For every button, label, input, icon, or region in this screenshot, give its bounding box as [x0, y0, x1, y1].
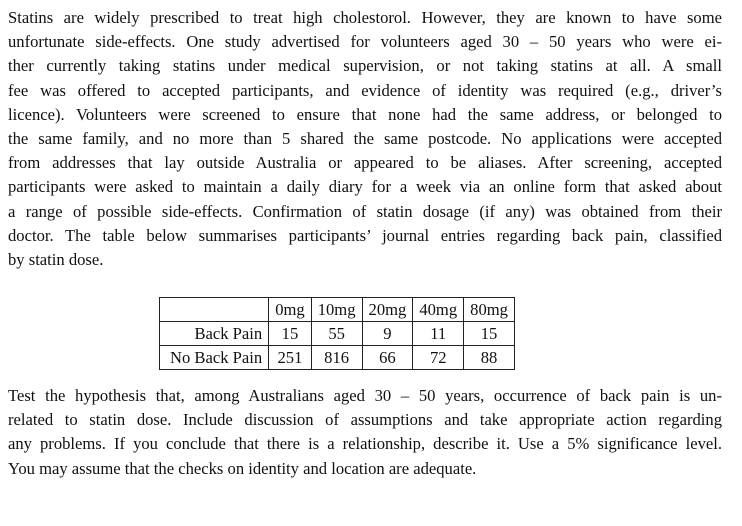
table-cell: 15	[464, 322, 515, 346]
intro-line: the same family, and no more than 5 shared the same postcode. No applications were accepted	[8, 129, 722, 149]
table-row	[160, 346, 515, 370]
column-header-40mg: 40mg	[413, 298, 464, 322]
intro-line: ther currently taking statins under medical supervision, or not taking statins at all. A small	[8, 56, 722, 76]
intro-line: licence). Volunteers were screened to ensure that none had the same address, or belonged to	[8, 104, 722, 124]
intro-line: by statin dose.	[8, 250, 104, 270]
question-line: You may assume that the checks on identity and location are adequate.	[8, 458, 477, 478]
table-cell: 9	[362, 322, 413, 346]
column-header-10mg: 10mg	[311, 298, 362, 322]
row-label-back-pain: Back Pain	[160, 322, 269, 346]
intro-line: Statins are widely prescribed to treat high cholestorol. However, they are known to have some	[8, 8, 722, 27]
column-header-20mg: 20mg	[362, 298, 413, 322]
table-header-row	[160, 298, 515, 322]
column-header-0mg: 0mg	[269, 298, 312, 322]
table-cell: 72	[413, 346, 464, 370]
back-pain-table	[159, 297, 515, 370]
table-cell: 66	[362, 346, 413, 370]
table-cell: 55	[311, 322, 362, 346]
intro-line: participants were asked to maintain a daily diary for a week via an online form that asked about	[8, 177, 722, 197]
table-cell: 15	[269, 322, 312, 346]
table-cell: 251	[269, 346, 312, 370]
intro-line: doctor. The table below summarises participants’ journal entries regarding back pain, classified	[8, 225, 722, 245]
intro-paragraph	[8, 6, 722, 272]
table-cell: 88	[464, 346, 515, 370]
question-line: any problems. If you conclude that there is a relationship, describe it. Use a 5% significance level.	[8, 434, 722, 454]
column-header-80mg: 80mg	[464, 298, 515, 322]
row-label-no-back-pain: No Back Pain	[160, 346, 269, 370]
intro-line: a range of possible side-effects. Confirmation of statin dosage (if any) was obtained from their	[8, 201, 722, 221]
table-cell: 816	[311, 346, 362, 370]
table-row	[160, 322, 515, 346]
table-corner-cell	[160, 298, 269, 322]
intro-line: from addresses that lay outside Australia or appeared to be aliases. After screening, accepted	[8, 153, 722, 173]
table-cell: 11	[413, 322, 464, 346]
intro-line: unfortunate side-effects. One study advertised for volunteers aged 30 – 50 years who were ei-	[8, 32, 722, 52]
question-paragraph	[8, 384, 722, 481]
question-line: related to statin dose. Include discussion of assumptions and take appropriate action regarding	[8, 410, 722, 430]
question-line: Test the hypothesis that, among Australians aged 30 – 50 years, occurrence of back pain is un-	[8, 386, 722, 405]
intro-line: fee was offered to accepted participants, and evidence of identity was required (e.g., driver’s	[8, 80, 722, 100]
